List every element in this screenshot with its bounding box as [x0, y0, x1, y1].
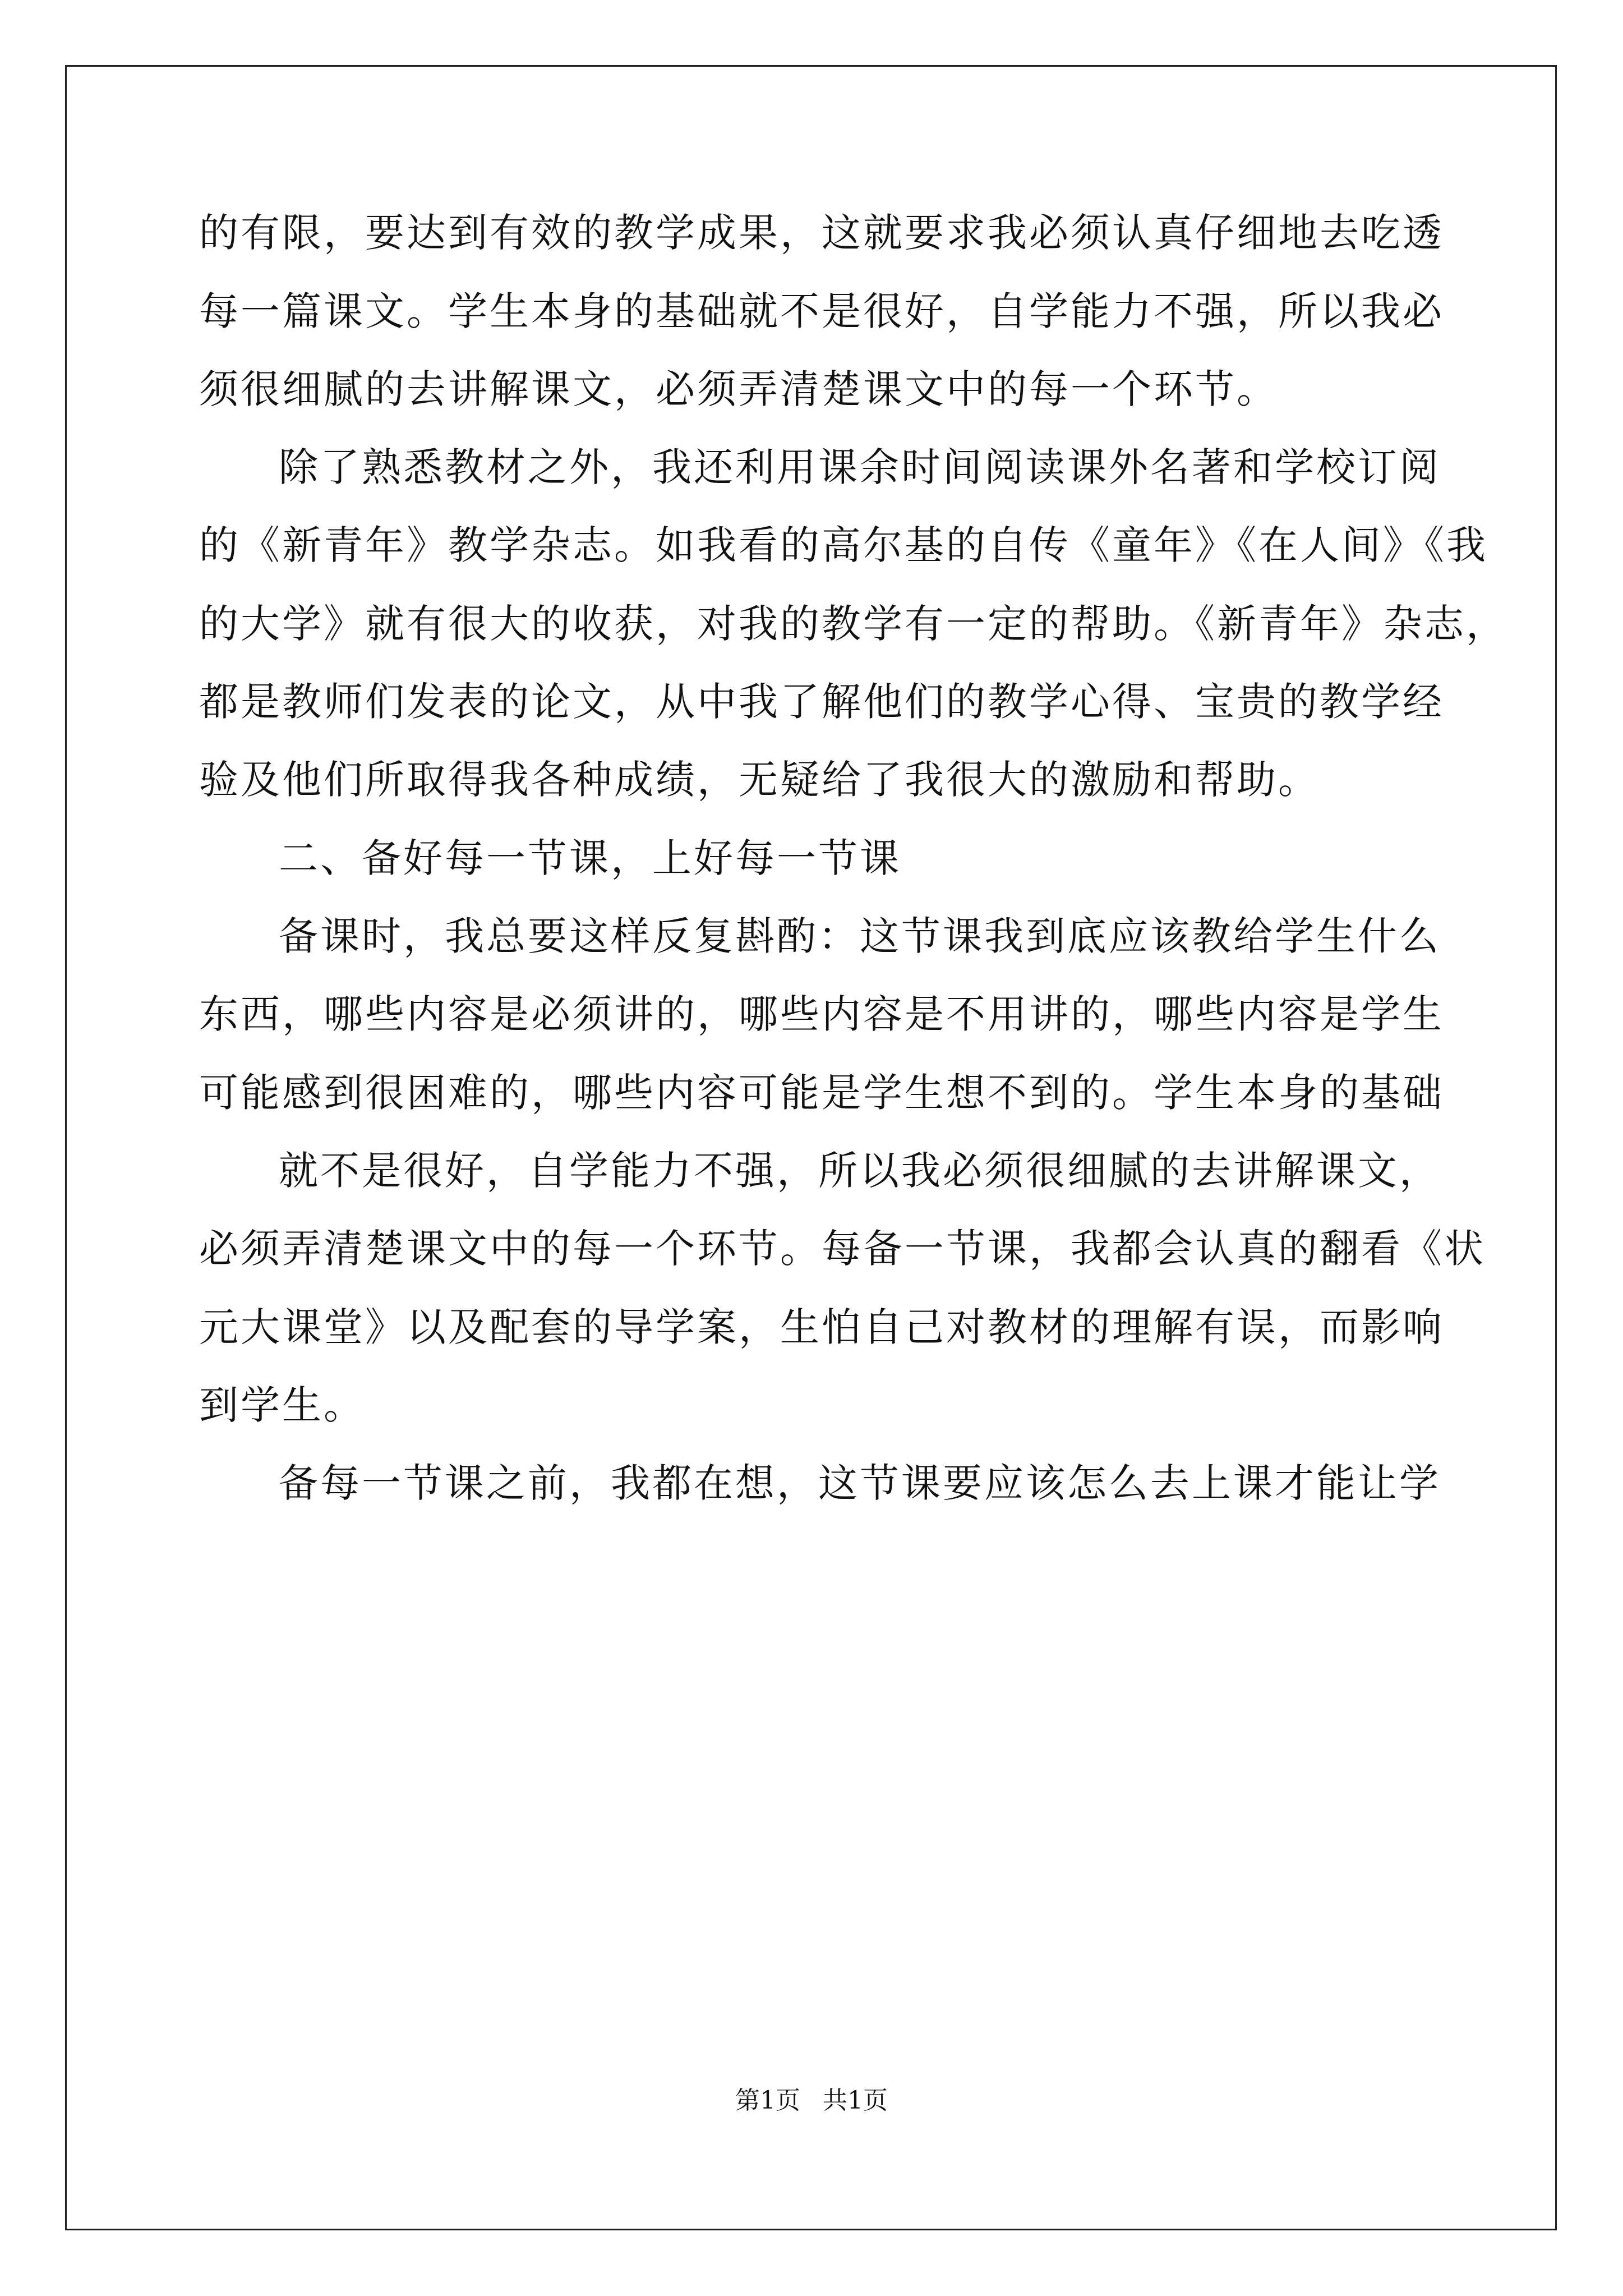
- text-line: 的大学》就有很大的收获，对我的教学有一定的帮助。《新青年》杂志，: [199, 601, 1507, 647]
- page-number: 第1页: [735, 2086, 800, 2115]
- text-line: 除了熟悉教材之外，我还利用课余时间阅读课外名著和学校订阅: [279, 444, 1441, 490]
- text-line: 的有限，要达到有效的教学成果，这就要求我必须认真仔细地去吃透: [199, 210, 1444, 256]
- text-line: 备每一节课之前，我都在想，这节课要应该怎么去上课才能让学: [279, 1460, 1441, 1506]
- text-line: 就不是很好，自学能力不强，所以我必须很细腻的去讲解课文，: [279, 1148, 1441, 1194]
- page-total: 共1页: [823, 2086, 888, 2115]
- text-line: 备课时，我总要这样反复斟酌：这节课我到底应该教给学生什么: [279, 913, 1441, 959]
- text-line: 东西，哪些内容是必须讲的，哪些内容是不用讲的，哪些内容是学生: [199, 991, 1444, 1037]
- text-line: 必须弄清楚课文中的每一个环节。每备一节课，我都会认真的翻看《状: [199, 1226, 1486, 1272]
- text-line: 元大课堂》以及配套的导学案，生怕自己对教材的理解有误，而影响: [199, 1304, 1444, 1350]
- section-heading: 二、备好每一节课，上好每一节课: [279, 835, 901, 881]
- page-footer: [0, 2084, 1623, 2118]
- text-line: 到学生。: [199, 1382, 365, 1428]
- text-line: 每一篇课文。学生本身的基础就不是很好，自学能力不强，所以我必: [199, 288, 1444, 334]
- text-line: 验及他们所取得我各种成绩，无疑给了我很大的激励和帮助。: [199, 757, 1320, 803]
- text-line: 可能感到很困难的，哪些内容可能是学生想不到的。学生本身的基础: [199, 1070, 1444, 1116]
- text-line: 须很细腻的去讲解课文，必须弄清楚课文中的每一个环节。: [199, 366, 1278, 412]
- text-line: 都是教师们发表的论文，从中我了解他们的教学心得、宝贵的教学经: [199, 679, 1444, 725]
- text-line: 的《新青年》教学杂志。如我看的高尔基的自传《童年》《在人间》《我: [199, 522, 1488, 568]
